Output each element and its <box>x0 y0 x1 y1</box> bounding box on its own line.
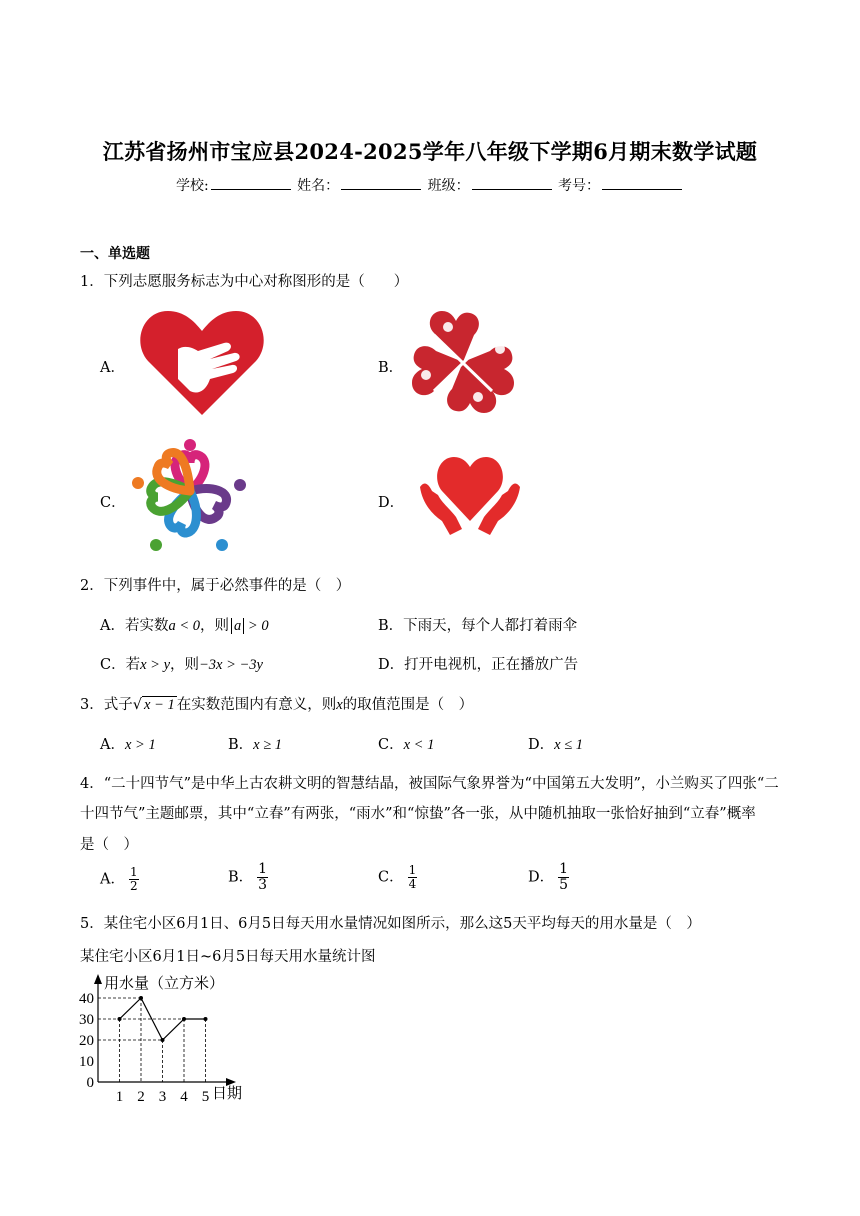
q2-c-expression: −3x > −3y <box>199 657 263 673</box>
student-info-line <box>0 175 860 195</box>
name-label: 姓名： <box>297 178 340 194</box>
section-heading: 一、单选题 <box>80 246 150 262</box>
y-tick-label: 0 <box>86 1075 94 1091</box>
q3-b-expr: x ≥ 1 <box>253 737 283 753</box>
q3-option-a <box>100 733 156 754</box>
q3-c-expr: x < 1 <box>403 737 435 753</box>
q4-d-num: 1 <box>559 861 569 877</box>
four-hearts-hands-logo <box>404 305 522 419</box>
q3-option-c <box>378 733 434 754</box>
sqrt-symbol: √ <box>132 697 142 713</box>
q2-a-pre: 若实数 <box>124 618 169 634</box>
q2-option-c <box>100 653 263 674</box>
y-tick-label: 40 <box>79 991 94 1007</box>
q2-b-text: 下雨天，每个人都打着雨伞 <box>403 618 578 634</box>
school-label: 学校: <box>175 178 209 194</box>
q3-b-label: B． <box>228 737 254 753</box>
question-4-line-1: 4．“二十四节气”是中华上古农耕文明的智慧结晶，被国际气象界誉为“中国第五大发明”，小兰购买了四张“二 <box>80 776 779 792</box>
q2-option-d <box>378 653 578 674</box>
x-tick-label: 3 <box>158 1089 167 1105</box>
q1-option-d-label: D． <box>378 495 405 511</box>
x-tick-label: 2 <box>137 1089 145 1105</box>
q2-a-post: > 0 <box>244 618 269 634</box>
q2-option-a <box>100 614 269 635</box>
exam-number-label: 考号： <box>558 178 601 194</box>
q4-b-fraction <box>257 862 268 893</box>
q3-option-b <box>228 733 282 754</box>
q3-option-d <box>528 733 583 754</box>
q2-d-label: D． <box>378 657 405 673</box>
q4-d-fraction <box>558 862 569 893</box>
q2-c-pre: 若 <box>125 657 141 673</box>
q3-stem-mid: 在实数范围内有意义，则 <box>176 697 337 713</box>
q4-c-label: C． <box>378 869 404 886</box>
q3-radicand: x − 1 <box>143 697 175 713</box>
q2-b-label: B． <box>378 618 404 634</box>
q4-d-label: D． <box>528 869 555 886</box>
q2-a-absolute-value: a <box>231 618 244 634</box>
data-point <box>161 1038 165 1042</box>
q4-c-num: 1 <box>408 863 417 877</box>
q3-a-label: A． <box>100 737 125 753</box>
question-5-stem: 5．某住宅小区6月1日、6月5日每天用水量情况如图所示，那么这5天平均每天的用水量是（ ） <box>80 916 701 932</box>
exam-number-blank <box>602 177 682 190</box>
data-point <box>204 1017 208 1021</box>
q2-c-condition: x > y <box>140 657 171 673</box>
y-axis-arrow <box>94 974 102 984</box>
heart-in-hands-logo <box>416 451 524 541</box>
question-4-line-3: 是（ ） <box>80 837 138 853</box>
y-tick-label: 20 <box>79 1033 94 1049</box>
volunteer-heart-hand-logo <box>138 303 266 423</box>
q3-d-expr: x ≤ 1 <box>554 737 584 753</box>
q2-a-label: A． <box>100 618 125 634</box>
water-usage-line-chart <box>74 970 254 1110</box>
series-line <box>120 998 206 1040</box>
q4-c-fraction <box>408 864 418 891</box>
page-title: 江苏省扬州市宝应县2024-2025学年八年级下学期6月期末数学试题 <box>102 139 758 164</box>
q4-a-fraction <box>129 866 139 893</box>
chart-caption: 某住宅小区6月1日~6月5日每天用水量统计图 <box>80 949 376 965</box>
q2-a-mid: ，则 <box>200 618 230 634</box>
q3-d-label: D． <box>528 737 555 753</box>
y-tick-label: 30 <box>79 1012 94 1028</box>
q4-option-c <box>378 864 417 891</box>
q3-stem-pre: 3．式子 <box>80 697 133 713</box>
q4-option-d <box>528 862 569 893</box>
q4-a-num: 1 <box>129 865 138 879</box>
x-axis-arrow <box>226 1078 236 1086</box>
q4-d-den: 5 <box>559 877 569 893</box>
q2-d-text: 打开电视机，正在播放广告 <box>404 657 579 673</box>
q3-var: x <box>336 697 343 713</box>
q2-c-label: C． <box>100 657 126 673</box>
q3-c-label: C． <box>378 737 404 753</box>
q3-a-expr: x > 1 <box>124 737 156 753</box>
question-2-stem: 2．下列事件中，属于必然事件的是（ ） <box>80 578 351 594</box>
x-tick-label: 4 <box>180 1089 188 1105</box>
q4-option-a <box>100 866 139 893</box>
y-axis-label: 用水量（立方米） <box>104 976 225 992</box>
question-4-line-2: 十四节气”主题邮票，其中“立春”有两张，“雨水”和“惊蛰”各一张，从中随机抽取一张恰好抽到“立春”概率 <box>80 806 756 822</box>
q2-c-mid: ，则 <box>170 657 200 673</box>
colorful-hearts-flower-logo <box>126 437 254 555</box>
q4-option-b <box>228 862 268 893</box>
x-tick-label: 5 <box>201 1089 210 1105</box>
data-point <box>139 996 143 1000</box>
class-blank <box>472 177 552 190</box>
q4-a-den: 2 <box>129 879 138 893</box>
class-label: 班级： <box>427 178 470 194</box>
question-1-stem: 1．下列志愿服务标志为中心对称图形的是（ ） <box>80 274 409 290</box>
data-point <box>182 1017 186 1021</box>
q1-option-b-label: B． <box>378 360 404 376</box>
q4-c-den: 4 <box>408 877 417 891</box>
q4-b-label: B． <box>228 869 254 886</box>
q4-a-label: A． <box>100 871 125 888</box>
q3-stem-post: 的取值范围是（ ） <box>342 697 474 713</box>
q1-option-a-label: A． <box>100 360 125 376</box>
x-tick-label: 1 <box>115 1089 124 1105</box>
y-tick-label: 10 <box>79 1054 94 1070</box>
x-axis-label: 日期 <box>212 1086 243 1102</box>
name-blank <box>341 177 421 190</box>
school-blank <box>211 177 291 190</box>
q4-b-den: 3 <box>258 877 268 893</box>
q2-option-b <box>378 614 577 635</box>
data-point <box>118 1017 122 1021</box>
q4-b-num: 1 <box>258 861 268 877</box>
q2-a-condition: a < 0 <box>168 618 201 634</box>
question-3-stem <box>80 693 473 714</box>
q1-option-c-label: C． <box>100 495 126 511</box>
